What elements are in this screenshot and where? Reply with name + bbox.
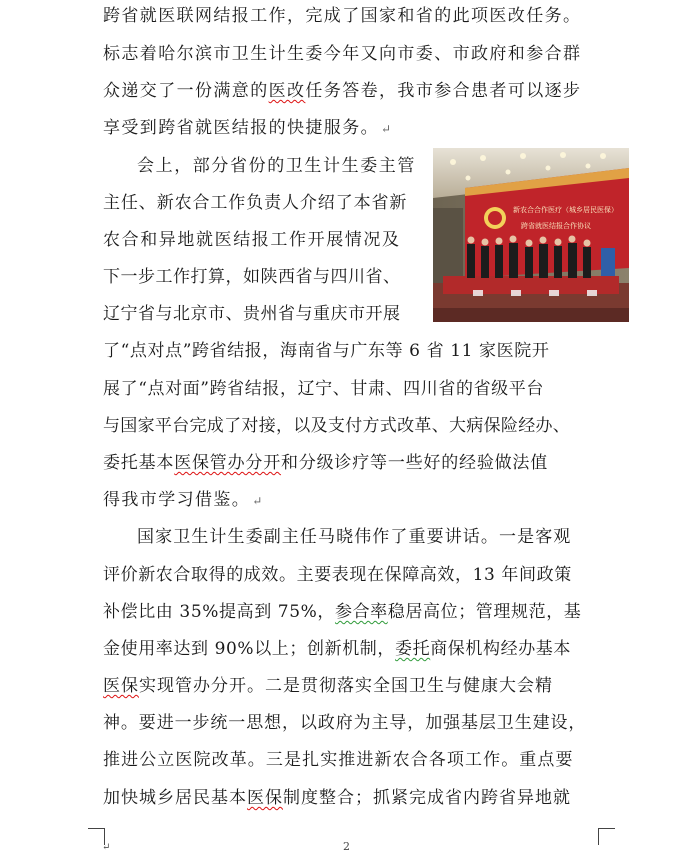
paragraph-2-line-7: 展了“点对面”跨省结报，辽宁、甘肃、四川省的省级平台 [103, 379, 544, 399]
text-run: 委托基本 [103, 453, 175, 473]
spell-check-underline[interactable]: 医改 [268, 81, 306, 101]
banner-text-1: 新农合合作医疗（城乡居民医保） [513, 206, 618, 214]
paragraph-3-line-5 [103, 676, 553, 696]
text-run: 享受到跨省就医结报的快捷服务。 [103, 118, 379, 138]
paragraph-1-line-1: 跨省就医联网结报工作，完成了国家和省的此项医改任务。 [103, 6, 582, 26]
paragraph-3-line-6: 神。要进一步统一思想，以政府为主导，加强基层卫生建设， [103, 713, 587, 733]
paragraph-1-line-4 [103, 118, 392, 138]
text-run: 任务答卷，我市参合患者可以逐步 [305, 81, 582, 101]
paragraph-3-line-4 [103, 639, 571, 659]
text-run: 得我市学习借鉴。 [103, 490, 251, 510]
text-run: 补偿比由 35%提高到 75%， [103, 602, 335, 622]
paragraph-mark: ↵ [252, 494, 264, 508]
meeting-photo[interactable] [433, 148, 629, 322]
paragraph-1-line-2: 标志着哈尔滨市卫生计生委今年又向市委、市政府和参合群 [103, 44, 582, 64]
paragraph-3-line-1: 国家卫生计生委副主任马晓伟作了重要讲话。一是客观 [137, 527, 572, 547]
spell-check-underline[interactable]: 医保 [247, 788, 283, 808]
text-run: 和分级诊疗等一些好的经验做法值 [281, 453, 549, 473]
grammar-check-underline[interactable]: 委托 [395, 639, 431, 659]
paragraph-3-line-7: 推进公立医院改革。三是扎实推进新农合各项工作。重点要 [103, 750, 574, 770]
paragraph-3-line-3 [103, 602, 581, 622]
text-run: 众递交了一份满意的 [103, 81, 269, 101]
paragraph-3-line-8 [103, 788, 571, 808]
text-run: 金使用率达到 90%以上；创新机制， [103, 639, 395, 659]
text-run: 实现管办分开。二是贯彻落实全国卫生与健康大会精 [139, 676, 553, 696]
paragraph-2-line-8: 与国家平台完成了对接，以及支付方式改革、大病保险经办、 [103, 416, 571, 436]
paragraph-mark: ↵ [381, 122, 393, 136]
paragraph-2-line-5: 辽宁省与北京市、贵州省与重庆市开展 [103, 304, 401, 324]
banner-text-2: 跨省就医结报合作协议 [521, 222, 591, 230]
text-run: 加快城乡居民基本 [103, 788, 247, 808]
paragraph-2-line-10 [103, 490, 264, 510]
text-run: 制度整合；抓紧完成省内跨省异地就 [283, 788, 571, 808]
grammar-check-underline[interactable]: 参合率 [334, 602, 388, 622]
paragraph-3-line-2: 评价新农合取得的成效。主要表现在保障高效，13 年间政策 [103, 565, 572, 585]
spell-check-underline[interactable]: 医保管办分开 [174, 453, 282, 473]
paragraph-2-line-4: 下一步工作打算，如陕西省与四川省、 [103, 267, 401, 287]
meeting-photo-illustration [433, 148, 629, 322]
page-corner-mark-right [598, 828, 615, 845]
page-number: 2 [343, 840, 350, 853]
paragraph-2-line-3: 农合和异地就医结报工作开展情况及 [103, 230, 401, 250]
footer-paragraph-mark: ↵ [102, 842, 111, 853]
text-run: 稳居高位；管理规范，基 [387, 602, 582, 622]
spell-check-underline[interactable]: 医保 [103, 676, 139, 696]
paragraph-2-line-6: 了“点对点”跨省结报，海南省与广东等 6 省 11 家医院开 [103, 341, 550, 361]
paragraph-1-line-3 [103, 81, 581, 101]
paragraph-2-line-2: 主任、新农合工作负责人介绍了本省新 [103, 193, 408, 213]
paragraph-2-line-9 [103, 453, 548, 473]
paragraph-2-line-1: 会上，部分省份的卫生计生委主管 [137, 156, 416, 176]
text-run: 商保机构经办基本 [430, 639, 572, 659]
